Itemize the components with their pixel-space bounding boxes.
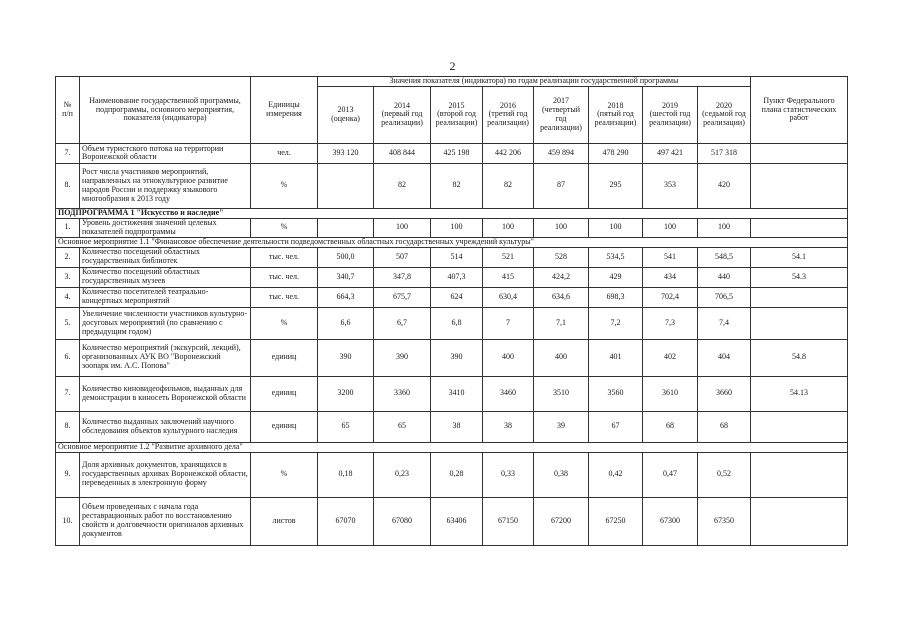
value-cell: 65 [318,411,374,442]
row-number: 1. [56,218,80,237]
value-cell: 67150 [483,497,534,545]
value-cell: 67300 [643,497,698,545]
value-cell: 548,5 [698,247,751,267]
indicator-name: Количество мероприятий (экскурсий, лекций), организованных АУК ВО "Воронежский зоопарк им. А.С. Попова" [80,339,251,376]
value-cell: 3510 [534,376,589,411]
row-number: 9. [56,452,80,497]
value-cell: 100 [589,218,643,237]
value-cell: 7,1 [534,307,589,339]
section-title: Основное мероприятие 1.1 "Финансовое обеспечение деятельности подведомственных областных государственных учреждений культуры" [56,237,848,247]
unit-cell: тыс. чел. [251,287,318,307]
value-cell: 295 [589,163,643,208]
fed-plan-cell [751,287,848,307]
value-cell: 7,4 [698,307,751,339]
indicator-name: Объем проведенных с начала года реставрационных работ по восстановлению свойств и долговечности оригиналов архивных документов [80,497,251,545]
value-cell: 390 [318,339,374,376]
value-cell [318,218,374,237]
value-cell: 400 [534,339,589,376]
header-fed-plan: Пункт Федерального плана статистических работ [751,77,848,144]
table-row [56,287,848,307]
value-cell: 87 [534,163,589,208]
value-cell: 6,6 [318,307,374,339]
header-year-note: (третий год реализации) [487,109,529,128]
value-cell: 68 [698,411,751,442]
value-cell: 404 [698,339,751,376]
value-cell: 442 206 [483,143,534,163]
value-cell: 67 [589,411,643,442]
row-number: 7. [56,143,80,163]
value-cell: 0,52 [698,452,751,497]
value-cell: 3410 [431,376,483,411]
fed-plan-cell: 54.13 [751,376,848,411]
value-cell [318,163,374,208]
value-cell: 100 [374,218,431,237]
unit-cell: единиц [251,376,318,411]
row-number: 7. [56,376,80,411]
header-year-3 [483,86,534,143]
fed-plan-cell [751,163,848,208]
value-cell: 0,47 [643,452,698,497]
value-cell: 459 894 [534,143,589,163]
value-cell: 675,7 [374,287,431,307]
value-cell: 706,5 [698,287,751,307]
value-cell: 100 [483,218,534,237]
table-row [56,218,848,237]
value-cell: 0,38 [534,452,589,497]
value-cell: 528 [534,247,589,267]
indicator-name: Увеличение численности участников культурно-досуговых мероприятий (по сравнению с предыдущим годом) [80,307,251,339]
header-year-label: 2015 [448,100,465,110]
table-row [56,411,848,442]
value-cell: 393 120 [318,143,374,163]
table-row [56,267,848,287]
indicator-name: Уровень достижения значений целевых показателей подпрограммы [80,218,251,237]
header-year-label: 2020 [716,100,732,110]
row-number: 8. [56,411,80,442]
header-year-2 [431,86,483,143]
unit-cell: единиц [251,339,318,376]
value-cell: 534,5 [589,247,643,267]
header-year-note: (четвертый год реализации) [540,105,582,132]
subprogram-title: ПОДПРОГРАММА 1 "Искусство и наследие" [56,208,848,218]
header-year-label: 2017 [553,96,569,106]
indicator-name: Количество посещений областных государственных библиотек [80,247,251,267]
indicator-name: Количество посещений областных государственных музеев [80,267,251,287]
indicator-name: Рост числа участников мероприятий, направленных на этнокультурное развитие народов России и поддержку языкового многообразия к 2013 году [80,163,251,208]
table-row [56,163,848,208]
value-cell: 63406 [431,497,483,545]
value-cell: 0,42 [589,452,643,497]
value-cell: 3360 [374,376,431,411]
value-cell: 67250 [589,497,643,545]
fed-plan-cell [751,218,848,237]
value-cell: 347,8 [374,267,431,287]
value-cell: 7,2 [589,307,643,339]
value-cell: 65 [374,411,431,442]
table-row [56,339,848,376]
value-cell: 664,3 [318,287,374,307]
row-number: 3. [56,267,80,287]
fed-plan-cell: 54.3 [751,267,848,287]
table-row [56,497,848,545]
indicators-table [55,76,848,546]
unit-cell: тыс. чел. [251,267,318,287]
table-row [56,307,848,339]
value-cell: 82 [374,163,431,208]
value-cell: 0,28 [431,452,483,497]
section-row [56,442,848,452]
page-number: 2 [449,59,456,73]
value-cell: 82 [431,163,483,208]
row-number: 2. [56,247,80,267]
value-cell: 67200 [534,497,589,545]
indicator-name: Количество посетителей театрально-концертных мероприятий [80,287,251,307]
header-year-note: (пятый год реализации) [594,109,637,128]
value-cell: 507 [374,247,431,267]
value-cell: 401 [589,339,643,376]
value-cell: 478 290 [589,143,643,163]
subprogram-row [56,208,848,218]
value-cell: 415 [483,267,534,287]
table-row [56,143,848,163]
value-cell: 340,7 [318,267,374,287]
header-year-4 [534,86,589,143]
indicator-name: Объем туристского потока на территории Воронежской области [80,143,251,163]
value-cell: 407,3 [431,267,483,287]
value-cell: 6,7 [374,307,431,339]
header-year-5 [589,86,643,143]
value-cell: 497 421 [643,143,698,163]
value-cell: 521 [483,247,534,267]
fed-plan-cell [751,143,848,163]
value-cell: 67080 [374,497,431,545]
value-cell: 541 [643,247,698,267]
value-cell: 434 [643,267,698,287]
value-cell: 100 [534,218,589,237]
fed-plan-cell: 54.1 [751,247,848,267]
value-cell: 3200 [318,376,374,411]
fed-plan-cell [751,411,848,442]
value-cell: 67350 [698,497,751,545]
header-year-label: 2018 [607,100,624,110]
header-year-label: 2014 [394,100,410,110]
value-cell: 7 [483,307,534,339]
table-row [56,247,848,267]
value-cell: 390 [431,339,483,376]
fed-plan-cell [751,497,848,545]
value-cell: 424,2 [534,267,589,287]
section-row [56,237,848,247]
value-cell: 400 [483,339,534,376]
header-year-label: 2019 [662,100,678,110]
unit-cell: % [251,307,318,339]
value-cell: 68 [643,411,698,442]
value-cell: 698,3 [589,287,643,307]
value-cell: 100 [643,218,698,237]
header-year-7 [698,86,751,143]
row-number: 10. [56,497,80,545]
header-name: Наименование государственной программы, подпрограммы, основного мероприятия, показателя (индикатора) [80,77,251,144]
value-cell: 100 [698,218,751,237]
unit-cell: % [251,452,318,497]
fed-plan-cell: 54.8 [751,339,848,376]
row-number: 4. [56,287,80,307]
header-num: № п/п [56,77,80,144]
value-cell: 429 [589,267,643,287]
header-year-note: (шестой год реализации) [649,109,691,128]
value-cell: 0,33 [483,452,534,497]
value-cell: 440 [698,267,751,287]
value-cell: 38 [483,411,534,442]
value-cell: 6,8 [431,307,483,339]
value-cell: 702,4 [643,287,698,307]
row-number: 5. [56,307,80,339]
header-year-note: (первый год реализации) [381,109,423,128]
indicator-name: Доля архивных документов, хранящихся в государственных архивах Воронежской области, переведенных в электронную форму [80,452,251,497]
fed-plan-cell [751,307,848,339]
header-year-note: (оценка) [331,113,360,123]
value-cell: 100 [431,218,483,237]
unit-cell: тыс. чел. [251,247,318,267]
value-cell: 514 [431,247,483,267]
header-unit: Единицы измерения [251,77,318,144]
indicator-name: Количество киновидеофильмов, выданных для демонстрации в киносеть Воронежской области [80,376,251,411]
row-number: 8. [56,163,80,208]
unit-cell: % [251,218,318,237]
value-cell: 82 [483,163,534,208]
table-row [56,452,848,497]
value-cell: 634,6 [534,287,589,307]
value-cell: 38 [431,411,483,442]
value-cell: 420 [698,163,751,208]
value-cell: 39 [534,411,589,442]
unit-cell: % [251,163,318,208]
value-cell: 3460 [483,376,534,411]
header-year-label: 2013 [337,105,354,114]
value-cell: 0,23 [374,452,431,497]
value-cell: 630,4 [483,287,534,307]
indicator-name: Количество выданных заключений научного обследования объектов культурного наследия [80,411,251,442]
header-year-6 [643,86,698,143]
value-cell: 3660 [698,376,751,411]
table-row [56,376,848,411]
unit-cell: листов [251,497,318,545]
value-cell: 390 [374,339,431,376]
value-cell: 7,3 [643,307,698,339]
row-number: 6. [56,339,80,376]
value-cell: 624 [431,287,483,307]
unit-cell: единиц [251,411,318,442]
value-cell: 517 318 [698,143,751,163]
header-year-note: (седьмой год реализации) [702,109,746,128]
value-cell: 353 [643,163,698,208]
header-years-group: Значения показателя (индикатора) по годам реализации государственной программы [318,77,751,87]
header-year-0 [318,86,374,143]
value-cell: 500,0 [318,247,374,267]
value-cell: 408 844 [374,143,431,163]
value-cell: 425 198 [431,143,483,163]
header-year-1 [374,86,431,143]
value-cell: 67070 [318,497,374,545]
value-cell: 402 [643,339,698,376]
header-year-label: 2016 [500,100,516,110]
value-cell: 3560 [589,376,643,411]
section-title: Основное мероприятие 1.2 "Развитие архивного дела" [56,442,848,452]
value-cell: 3610 [643,376,698,411]
value-cell: 0,18 [318,452,374,497]
fed-plan-cell [751,452,848,497]
unit-cell: чел. [251,143,318,163]
header-year-note: (второй год реализации) [435,109,478,128]
